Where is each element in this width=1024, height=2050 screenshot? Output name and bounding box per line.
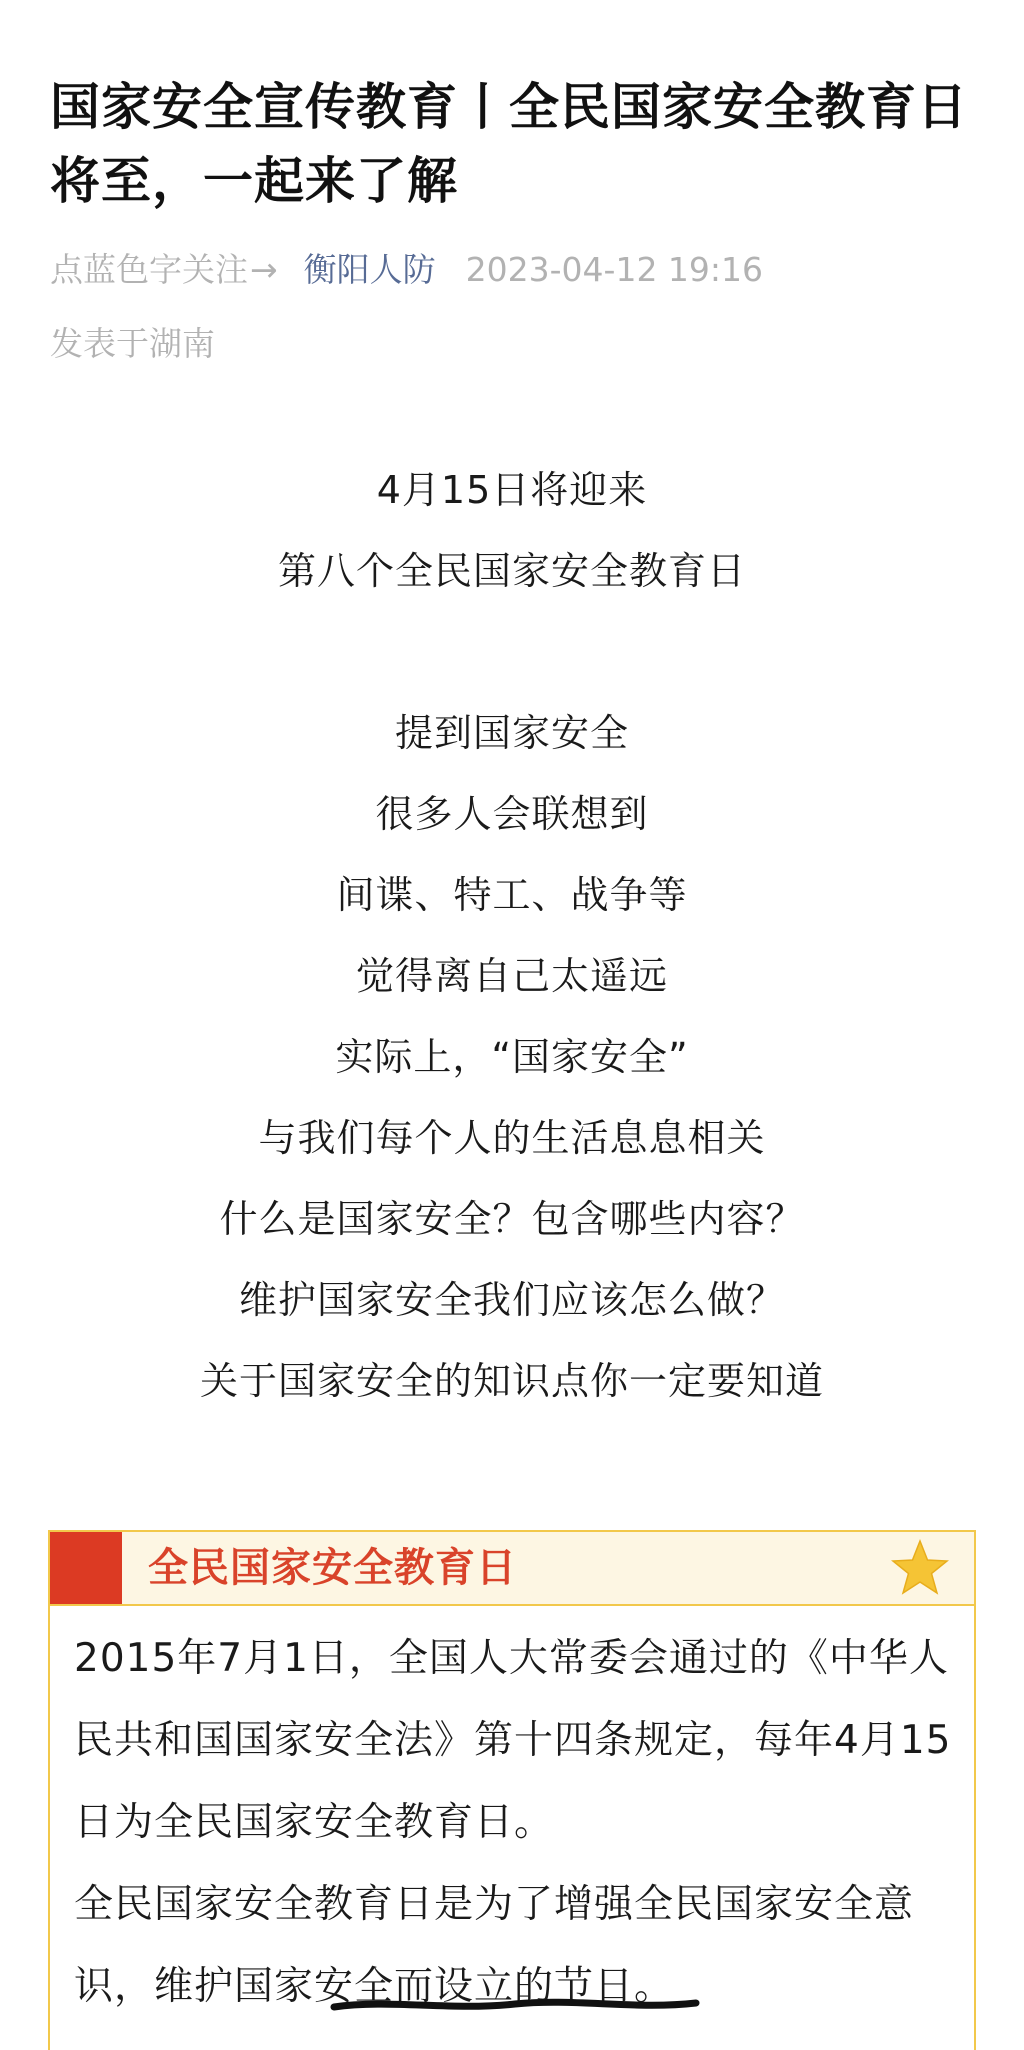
info-card-header	[50, 1532, 974, 1606]
intro-text	[0, 450, 1024, 1422]
info-card	[48, 1530, 976, 2050]
star-icon	[890, 1538, 950, 1598]
info-card-paragraph: 全民国家安全教育日是为了增强全民国家安全意识，维护国家安全而设立的节日。	[74, 1882, 915, 2009]
scribble-mark	[330, 1995, 700, 2015]
info-card-title: 全民国家安全教育日	[148, 1545, 517, 1591]
article-meta	[50, 248, 763, 292]
intro-line: 实际上，“国家安全”	[335, 1035, 689, 1079]
intro-line: 觉得离自己太遥远	[355, 954, 668, 998]
intro-line: 维护国家安全我们应该怎么做？	[238, 1278, 785, 1322]
publish-location: 发表于湖南	[50, 324, 215, 363]
intro-line: 间谍、特工、战争等	[336, 873, 688, 917]
follow-prompt[interactable]: 点蓝色字关注→	[50, 250, 278, 289]
intro-line: 提到国家安全	[394, 711, 629, 755]
red-accent-block	[50, 1532, 122, 1604]
account-name-link[interactable]: 衡阳人防	[303, 250, 436, 289]
publish-date: 2023-04-12 19:16	[465, 250, 764, 289]
intro-spacer	[0, 612, 1024, 693]
info-card-body	[50, 1606, 974, 2028]
arrow-right-icon: →	[250, 250, 278, 289]
article-title: 国家安全宣传教育丨全民国家安全教育日将至，一起来了解	[50, 78, 968, 210]
intro-line: 第八个全民国家安全教育日	[277, 549, 746, 593]
intro-line: 很多人会联想到	[375, 792, 649, 836]
info-card-paragraph: 2015年7月1日，全国人大常委会通过的《中华人民共和国国家安全法》第十四条规定，每年4月15日为全民国家安全教育日。	[74, 1636, 952, 1845]
intro-line: 什么是国家安全？包含哪些内容？	[219, 1197, 805, 1241]
intro-line: 与我们每个人的生活息息相关	[258, 1116, 766, 1160]
intro-line: 关于国家安全的知识点你一定要知道	[199, 1359, 824, 1403]
intro-line: 4月15日将迎来	[376, 468, 648, 512]
